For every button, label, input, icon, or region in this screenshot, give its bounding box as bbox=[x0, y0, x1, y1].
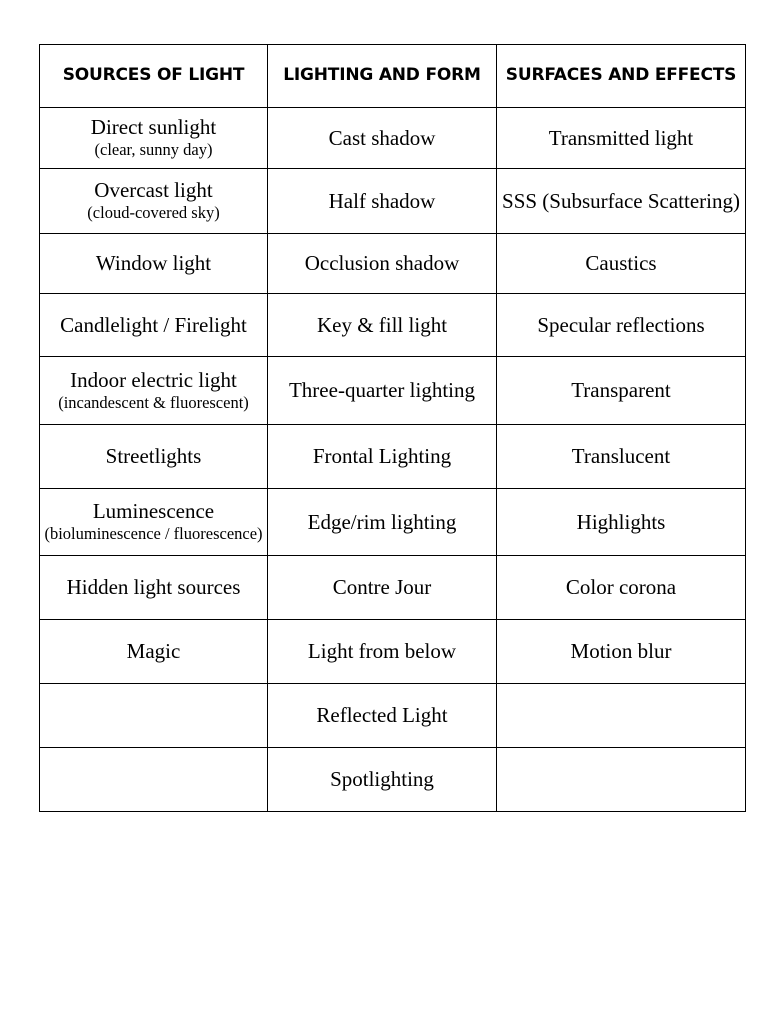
sources-main-text: Magic bbox=[126, 639, 181, 664]
table-row bbox=[40, 108, 746, 169]
sources-cell-empty bbox=[40, 684, 268, 748]
form-cell: Cast shadow bbox=[268, 108, 497, 169]
table-row bbox=[40, 684, 746, 748]
sources-cell bbox=[40, 357, 268, 425]
form-cell: Key & fill light bbox=[268, 294, 497, 357]
surfaces-cell: Highlights bbox=[497, 489, 746, 556]
sources-main-text: Streetlights bbox=[105, 444, 202, 469]
header-sources-of-light: SOURCES OF LIGHT bbox=[40, 45, 268, 108]
sources-cell bbox=[40, 108, 268, 169]
header-surfaces-and-effects: SURFACES AND EFFECTS bbox=[497, 45, 746, 108]
header-lighting-and-form: LIGHTING AND FORM bbox=[268, 45, 497, 108]
surfaces-cell: Caustics bbox=[497, 234, 746, 294]
lighting-terms-table bbox=[39, 44, 746, 812]
form-cell: Half shadow bbox=[268, 169, 497, 234]
sources-main-text: Window light bbox=[95, 251, 212, 276]
form-cell: Light from below bbox=[268, 620, 497, 684]
sources-cell bbox=[40, 169, 268, 234]
sources-main-text: Direct sunlight bbox=[90, 115, 217, 140]
sources-cell bbox=[40, 489, 268, 556]
form-cell: Frontal Lighting bbox=[268, 425, 497, 489]
form-cell: Three-quarter lighting bbox=[268, 357, 497, 425]
sources-cell bbox=[40, 556, 268, 620]
surfaces-cell: Transmitted light bbox=[497, 108, 746, 169]
surfaces-cell: Specular reflections bbox=[497, 294, 746, 357]
table-row bbox=[40, 234, 746, 294]
table-header bbox=[40, 45, 746, 108]
table-row bbox=[40, 357, 746, 425]
sources-sub-text: (cloud-covered sky) bbox=[87, 203, 220, 223]
form-cell: Contre Jour bbox=[268, 556, 497, 620]
form-cell: Occlusion shadow bbox=[268, 234, 497, 294]
surfaces-cell: SSS (Subsurface Scattering) bbox=[497, 169, 746, 234]
table-row bbox=[40, 556, 746, 620]
table-row bbox=[40, 748, 746, 812]
form-cell: Reflected Light bbox=[268, 684, 497, 748]
sources-sub-text: (clear, sunny day) bbox=[94, 140, 213, 160]
sources-sub-text: (incandescent & fluorescent) bbox=[58, 392, 249, 412]
form-cell: Spotlighting bbox=[268, 748, 497, 812]
sources-main-text: Candlelight / Firelight bbox=[60, 312, 247, 337]
sources-cell bbox=[40, 294, 268, 357]
table-row bbox=[40, 489, 746, 556]
sources-main-text: Luminescence bbox=[92, 499, 215, 524]
surfaces-cell: Translucent bbox=[497, 425, 746, 489]
sources-cell bbox=[40, 425, 268, 489]
surfaces-cell: Motion blur bbox=[497, 620, 746, 684]
table-row bbox=[40, 169, 746, 234]
surfaces-cell: Color corona bbox=[497, 556, 746, 620]
sources-cell-empty bbox=[40, 748, 268, 812]
table-row bbox=[40, 294, 746, 357]
table-row bbox=[40, 620, 746, 684]
sources-main-text: Overcast light bbox=[94, 178, 213, 203]
surfaces-cell: Transparent bbox=[497, 357, 746, 425]
sources-cell bbox=[40, 234, 268, 294]
table-row bbox=[40, 425, 746, 489]
surfaces-cell-empty bbox=[497, 684, 746, 748]
form-cell: Edge/rim lighting bbox=[268, 489, 497, 556]
sources-main-text: Indoor electric light bbox=[70, 367, 237, 392]
sources-main-text: Hidden light sources bbox=[66, 575, 241, 600]
sources-cell bbox=[40, 620, 268, 684]
sources-sub-text: (bioluminescence / fluorescence) bbox=[44, 524, 263, 544]
surfaces-cell-empty bbox=[497, 748, 746, 812]
